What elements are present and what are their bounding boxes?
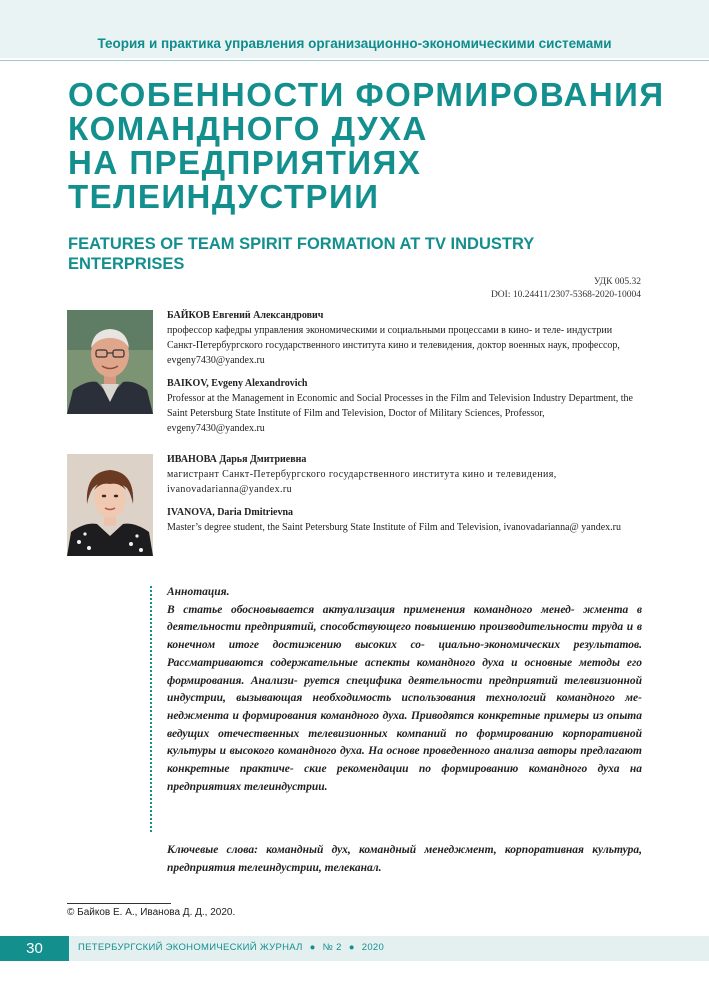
author-info-ru: магистрант Санкт-Петербургского государственного института кино и телевидения, ivanovadarianna@yandex.ru bbox=[167, 469, 557, 495]
author-info-en: Professor at the Management in Economic and Social Processes in the Film and Television Industry Department, the Saint Petersburg State Institute of Film and Television, Doctor of Military Sciences, Professor, evgeny7430@yandex.ru bbox=[167, 393, 633, 434]
bullet-icon: ● bbox=[309, 942, 316, 953]
portrait-woman-illustration bbox=[67, 454, 153, 556]
abstract-dotted-border bbox=[150, 586, 152, 832]
title-line: НА ПРЕДПРИЯТИЯХ bbox=[68, 144, 422, 181]
page-number: 30 bbox=[0, 936, 69, 961]
article-title-ru bbox=[68, 78, 688, 214]
author-info-en: Master’s degree student, the Saint Petersburg State Institute of Film and Television, ivanovadarianna@ yandex.ru bbox=[167, 522, 621, 533]
keywords: Ключевые слова: командный дух, командный менеджмент, корпоративная культура, предприятия телеиндустрии, телеканал. bbox=[167, 844, 642, 874]
abstract bbox=[167, 584, 642, 796]
journal-footer bbox=[78, 941, 384, 955]
abstract-heading: Аннотация. bbox=[167, 586, 230, 598]
author-name-ru: ИВАНОВА Дарья Дмитриевна bbox=[167, 454, 307, 465]
article-title-en: FEATURES OF TEAM SPIRIT FORMATION AT TV INDUSTRY ENTERPRISES bbox=[68, 235, 534, 273]
article-meta bbox=[491, 276, 641, 302]
author-name-ru: БАЙКОВ Евгений Александрович bbox=[167, 310, 324, 321]
doi: DOI: 10.24411/2307-5368-2020-10004 bbox=[490, 290, 641, 300]
author-block-ivanova bbox=[167, 452, 642, 535]
copyright: © Байков Е. А., Иванова Д. Д., 2020. bbox=[67, 907, 236, 918]
header-divider bbox=[0, 60, 709, 61]
issue-year: 2020 bbox=[361, 942, 385, 953]
portrait-man-illustration bbox=[67, 310, 153, 414]
author-photo-ivanova bbox=[67, 454, 153, 556]
title-line: ТЕЛЕИНДУСТРИИ bbox=[68, 178, 380, 215]
footnote-divider bbox=[67, 903, 171, 904]
journal-name: ПЕТЕРБУРГСКИЙ ЭКОНОМИЧЕСКИЙ ЖУРНАЛ bbox=[78, 942, 303, 953]
running-title: Теория и практика управления организационно-экономическими системами bbox=[97, 36, 612, 51]
title-line: КОМАНДНОГО ДУХА bbox=[68, 110, 428, 147]
udk-code: УДК 005.32 bbox=[593, 277, 641, 287]
author-photo-baikov bbox=[67, 310, 153, 414]
abstract-text: В статье обосновывается актуализация применения командного менед- жмента в деятельности предприятий, способствующего повышению производительности труда и в конечном итоге достижению высоких со- циально-экономических результатов. Рассматриваются содержательные аспекты командного духа и основные методы его формирования. Анализи- руется специфика деятельности предприятий телевизионной индустрии, вызывающая необходимость использования технологий командного ме- неджмента и формирования командного духа. Приводятся конкретные примеры из опыта ведущих отечественных телевизионных компаний по формированию корпоративной культуры и высокого командного духа. На основе проведенного анализа авторы предлагают конкретные практиче- ские рекомендации по формированию командного духа на предприятиях телеиндустрии. bbox=[167, 603, 642, 793]
author-info-ru: профессор кафедры управления экономическими и социальными процессами в кино- и теле- индустрии Санкт-Петербургского государственного института кино и телевидения, доктор военных наук, профессор, evgeny7430@yandex.ru bbox=[167, 325, 620, 366]
author-name-en: BAIKOV, Evgeny Alexandrovich bbox=[167, 378, 308, 389]
author-block-baikov bbox=[167, 308, 642, 436]
author-name-en: IVANOVA, Daria Dmitrievna bbox=[167, 507, 294, 518]
bullet-icon: ● bbox=[348, 942, 355, 953]
issue-number: № 2 bbox=[322, 942, 342, 953]
title-line: ОСОБЕННОСТИ ФОРМИРОВАНИЯ bbox=[68, 76, 665, 113]
